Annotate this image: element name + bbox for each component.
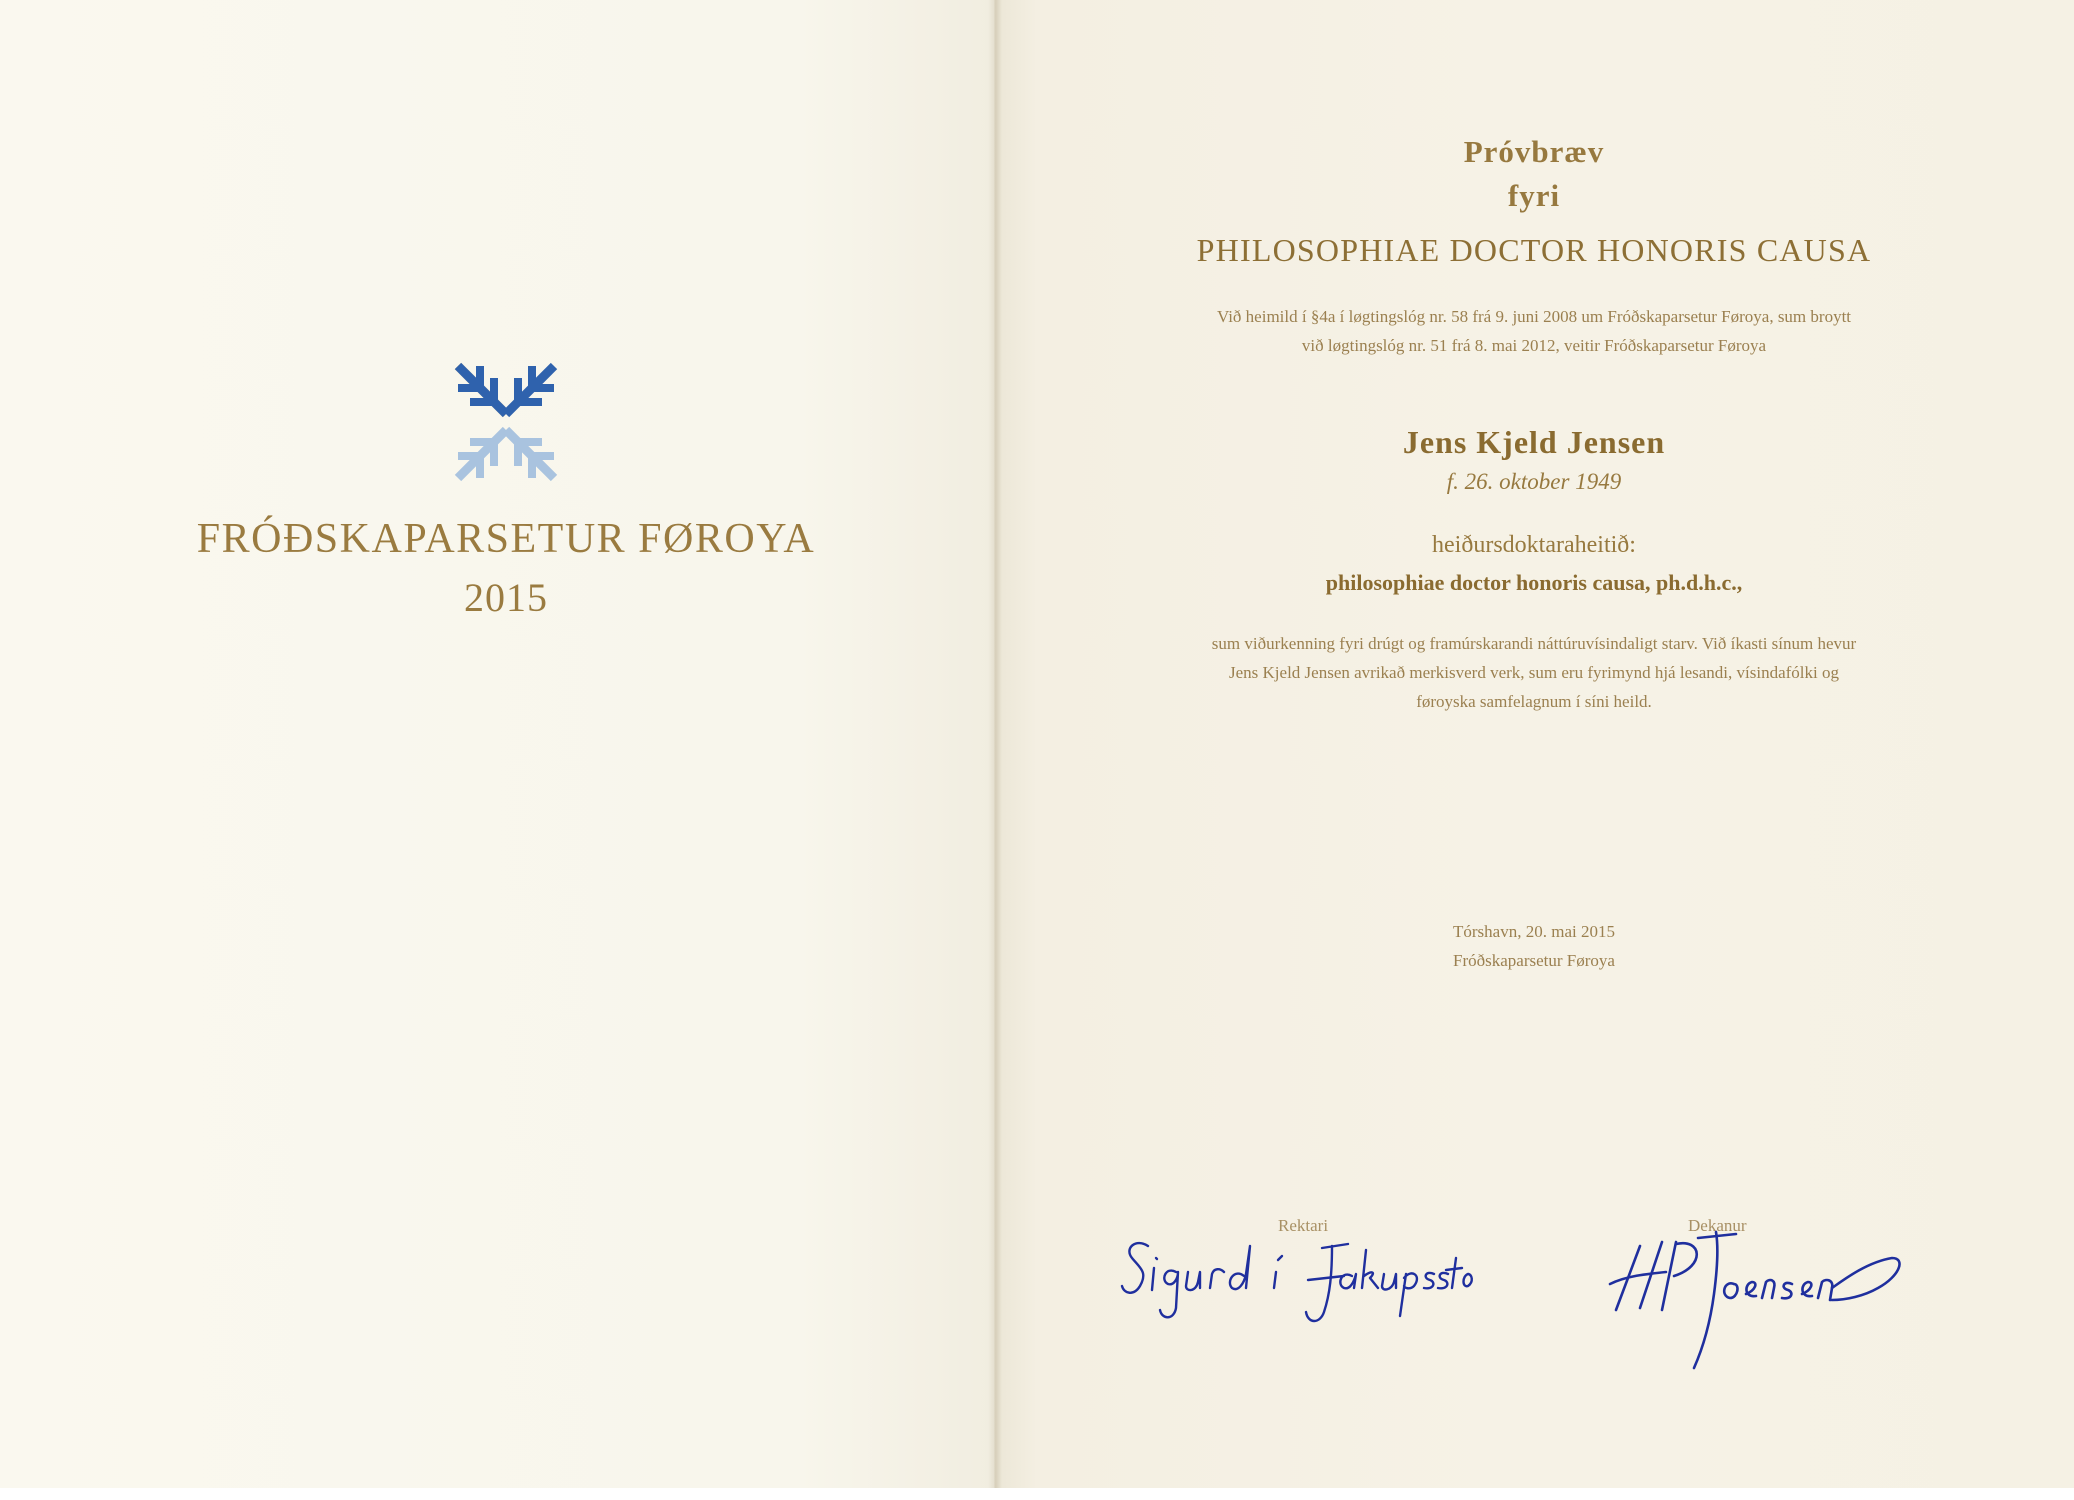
legal-basis-line: við løgtingslóg nr. 51 frá 8. mai 2012, veitir Fróðskaparsetur Føroya	[1301, 336, 1767, 355]
certificate-heading: Próvbræv	[1463, 134, 1605, 169]
recipient-name: Jens Kjeld Jensen	[1402, 424, 1666, 460]
honor-label: heiðursdoktaraheitið:	[1432, 532, 1636, 558]
certificate-heading-for: fyri	[1507, 178, 1561, 213]
certificate-year: 2015	[464, 575, 548, 620]
snowflake-emblem-icon	[436, 352, 576, 492]
legal-basis-paragraph	[994, 302, 2074, 360]
dean-label: Dekanur	[1688, 1216, 1747, 1235]
right-page	[994, 0, 2074, 1500]
left-page	[0, 0, 994, 1500]
citation-line: sum viðurkenning fyri drúgt og framúrskarandi náttúruvísindaligt starv. Við íkasti sínum hevur	[1211, 634, 1857, 653]
citation-line: føroyska samfelagnum í síni heild.	[1416, 692, 1652, 711]
recipient-birth-date: f. 26. oktober 1949	[1446, 469, 1622, 494]
citation-line: Jens Kjeld Jensen avrikað merkisverd verk, sum eru fyrimynd hjá lesandi, vísindafólki og	[1229, 663, 1839, 682]
institution-name: FRÓÐSKAPARSETUR FØROYA	[196, 516, 816, 562]
issuing-institution: Fróðskaparsetur Føroya	[1453, 951, 1615, 970]
rector-label: Rektari	[1278, 1216, 1329, 1235]
book-gutter	[988, 0, 1002, 1500]
degree-title: PHILOSOPHIAE DOCTOR HONORIS CAUSA	[1196, 232, 1872, 268]
legal-basis-line: Við heimild í §4a í løgtingslóg nr. 58 frá 9. juni 2008 um Fróðskaparsetur Føroya, sum broytt	[1216, 307, 1852, 326]
scan-bottom-edge	[0, 1488, 2074, 1500]
place-and-date: Tórshavn, 20. mai 2015	[1453, 922, 1615, 941]
citation-paragraph	[994, 629, 2074, 716]
rector-signature	[1118, 1224, 1478, 1344]
honor-value: philosophiae doctor honoris causa, ph.d.h.c.,	[1325, 570, 1743, 595]
dean-signature	[1606, 1224, 1906, 1374]
